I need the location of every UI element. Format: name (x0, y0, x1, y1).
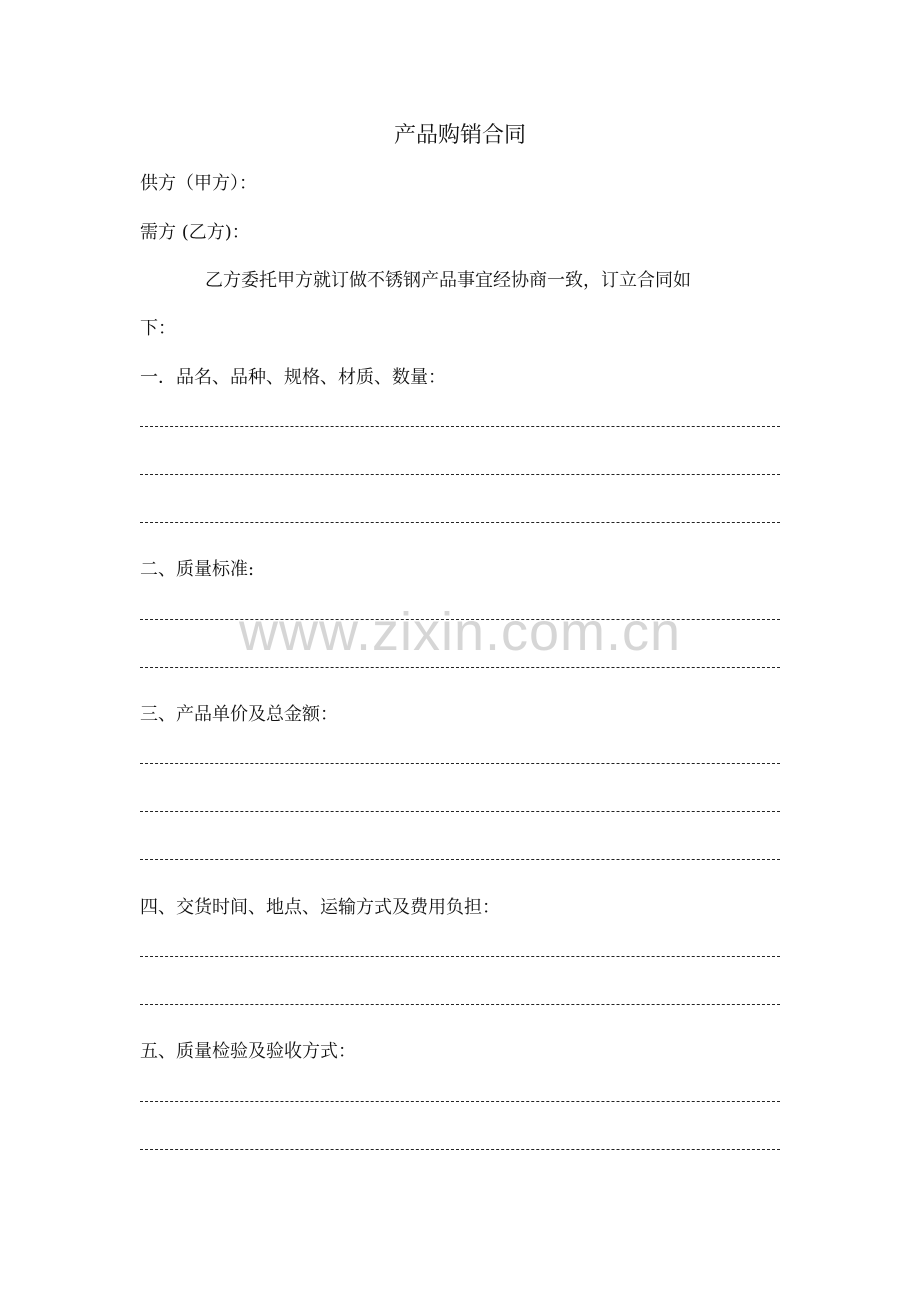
blank-fill-line (140, 811, 780, 812)
blank-fill-line (140, 474, 780, 475)
blank-fill-line (140, 1004, 780, 1005)
section-heading-1: 一．品名、品种、规格、材质、数量： (140, 367, 446, 388)
section-heading-4: 四、交货时间、地点、运输方式及费用负担： (140, 897, 500, 918)
blank-fill-line (140, 667, 780, 668)
blank-fill-line (140, 956, 780, 957)
buyer-label: 需方 (乙方)： (140, 222, 250, 243)
supplier-label: 供方（甲方）： (140, 173, 257, 194)
intro-paragraph-line-1: 乙方委托甲方就订做不锈钢产品事宜经协商一致，订立合同如 (205, 270, 691, 291)
blank-fill-line (140, 1149, 780, 1150)
section-heading-2: 二、质量标准: (140, 559, 255, 580)
blank-fill-line (140, 1101, 780, 1102)
blank-fill-line (140, 426, 780, 427)
section-heading-5: 五、质量检验及验收方式： (140, 1041, 356, 1062)
blank-fill-line (140, 763, 780, 764)
blank-fill-line (140, 522, 780, 523)
document-title: 产品购销合同 (393, 123, 526, 148)
blank-fill-line (140, 859, 780, 860)
section-heading-3: 三、产品单价及总金额： (140, 704, 338, 725)
watermark: www.zixin.com.cn (238, 602, 682, 662)
intro-paragraph-line-2: 下： (140, 318, 176, 339)
